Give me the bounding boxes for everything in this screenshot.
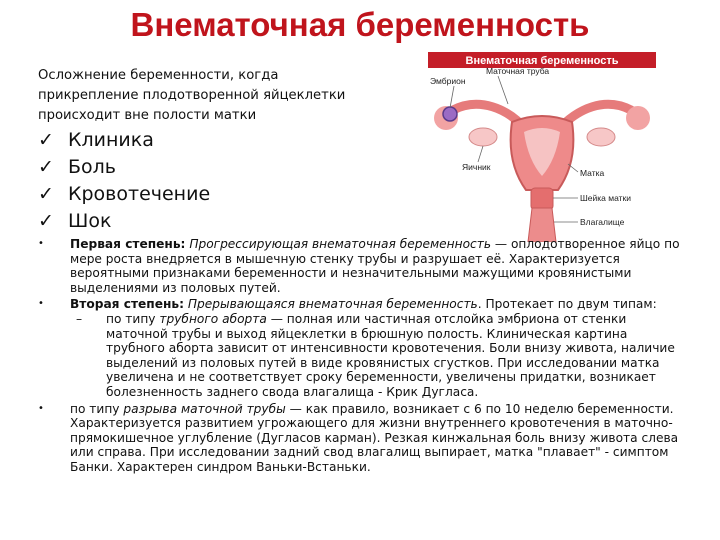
bullet-icon: • (38, 298, 44, 310)
right-ovary (587, 128, 615, 146)
checklist-label: Клиника (68, 128, 154, 151)
checklist-label: Кровотечение (68, 182, 211, 205)
bullet-emphasis: Прерывающаяся внематочная беременность (187, 297, 478, 312)
label-vagina: Влагалище (580, 217, 625, 227)
bullet-emphasis: Прогрессирующая внематочная беременность (189, 237, 492, 251)
list-item (38, 402, 688, 475)
sub-text-pre: по типу (106, 311, 160, 326)
checklist-item (38, 153, 210, 180)
checklist-item (38, 126, 210, 153)
right-fimbria (626, 106, 650, 130)
bullet-text: — оплодотворенное яйцо по мере роста внедряется в мышечную стенку трубы и разрушает её. Характеризуется вероятными признаками беременности и незначительными мажущими кровянистыми выделениями из половых путей. (70, 237, 680, 295)
bullet-list (38, 237, 688, 475)
label-tube: Маточная труба (486, 66, 550, 76)
sub-emphasis: трубного аборта (159, 311, 267, 326)
checkmark-icon: ✓ (38, 128, 54, 151)
figure-header: Внематочная беременность (465, 55, 619, 67)
embryo-mark (443, 107, 457, 121)
checkmark-icon: ✓ (38, 155, 54, 178)
uterus-illustration (428, 52, 656, 242)
bullet-emphasis: разрыва маточной трубы (123, 401, 286, 416)
bullet-text-pre: по типу (70, 401, 124, 416)
sub-text: — полная или частичная отслойка эмбриона от стенки маточной трубы и выход яйцеклетки в брюшную полость. Клиническая картина трубного аборта зависит от интенсивности кровотечения. Боли внизу живота, наличие выделений из половых путей в виде кровянистых сгустков. При исследовании матка увеличена и не соответствует сроку беременности, увеличены придатки, возникает болезненность заднего свода влагалища - Крик Дугласа. (106, 311, 675, 399)
checkmark-icon: ✓ (38, 209, 54, 232)
bullet-text: — как правило, возникает с 6 по 10 неделю беременности. Характеризуется развитием угрожающего для жизни внутреннего кровотечения в маточно-прямокишечное углубление (Дугласов карман). Резкая кинжальная боль внизу живота слева или справа. При исследовании задний свод влагалищ выпирает, матка "плавает" - симптом Банки. Характерен синдром Ваньки-Встаньки. (70, 401, 679, 474)
checklist (38, 126, 210, 234)
dash-icon: – (76, 311, 83, 326)
list-item (38, 237, 688, 295)
checklist-item (38, 207, 210, 234)
anatomy-figure (428, 52, 656, 242)
label-ovary: Яичник (462, 162, 491, 172)
bullet-lead: Первая степень: (70, 237, 186, 251)
intro-text: Осложнение беременности, когда прикрепление плодотворенной яйцеклетки происходит вне полости матки (38, 68, 346, 123)
bullet-lead: Вторая степень: (70, 297, 184, 312)
checkmark-icon: ✓ (38, 182, 54, 205)
cervix-shape (531, 188, 553, 210)
label-cervix: Шейка матки (580, 193, 632, 203)
slide-title: Внематочная беременность (130, 6, 590, 43)
checklist-label: Шок (68, 209, 112, 232)
checklist-item (38, 180, 210, 207)
sub-list-item (38, 312, 688, 400)
bullet-icon: • (38, 402, 44, 414)
checklist-label: Боль (68, 155, 117, 178)
label-uterus: Матка (580, 168, 605, 178)
left-ovary (469, 128, 497, 146)
label-embryo: Эмбрион (430, 76, 466, 86)
list-item (38, 297, 688, 312)
bullet-text: . Протекает по двум типам: (477, 297, 657, 312)
bullet-icon: • (38, 238, 44, 249)
